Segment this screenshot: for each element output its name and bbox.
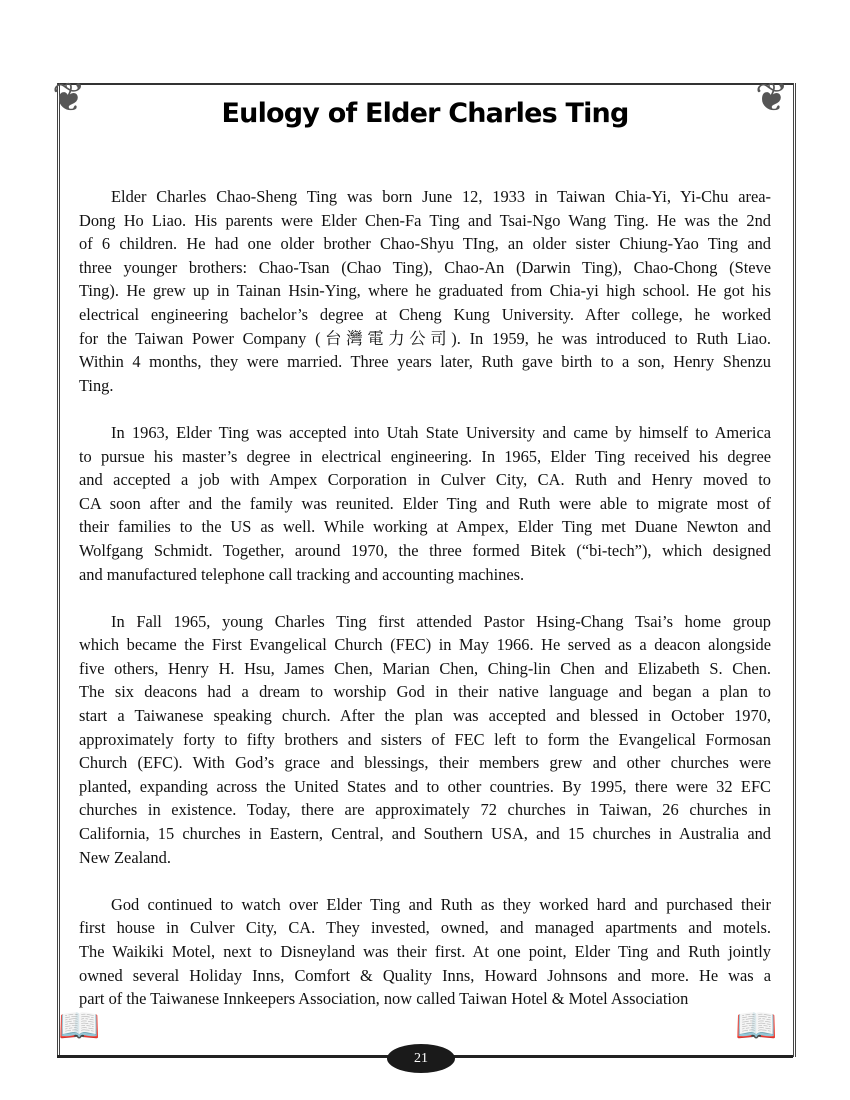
text-line: electrical engineering bachelor’s degree at Cheng Kung University. After college, he worked [79, 304, 771, 324]
text-line: Elder Charles Chao-Sheng Ting was born June 12, 1933 in Taiwan Chia-Yi, Yi-Chu area- [111, 187, 771, 206]
text-line: and accepted a job with Ampex Corporation in Culver City, CA. Ruth and Henry moved to [79, 470, 771, 490]
text-line: first house in Culver City, CA. They invested, owned, and managed apartments and motels. [79, 918, 771, 938]
text-line: for the Taiwan Power Company (台灣電力公司). In 1959, he was introduced to Ruth Liao. [79, 328, 771, 348]
text-line: start a Taiwanese speaking church. After the plan was accepted and blessed in October 1970, [79, 706, 771, 726]
paragraph-gap [79, 586, 771, 610]
text-line: California, 15 churches in Eastern, Central, and Southern USA, and 15 churches in Australia and [79, 824, 771, 844]
text-line: five others, Henry H. Hsu, James Chen, Marian Chen, Ching-lin Chen and Elizabeth S. Chen. [79, 658, 771, 678]
paragraph [79, 421, 771, 586]
text-line: to pursue his master’s degree in electrical engineering. In 1965, Elder Ting received his degree [79, 446, 771, 466]
paragraph [79, 893, 771, 1011]
text-line: Within 4 months, they were married. Three years later, Ruth gave birth to a son, Henry Shenzu [79, 352, 771, 372]
text-line: God continued to watch over Elder Ting and Ruth as they worked hard and purchased their [111, 894, 771, 914]
paragraph-gap [79, 869, 771, 893]
text-line: Church (EFC). With God’s grace and blessings, their members grew and other churches were [79, 753, 771, 773]
text-line: Wolfgang Schmidt. Together, around 1970, the three formed Bitek (“bi-tech”), which designed [79, 540, 771, 560]
text-line: New Zealand. [79, 847, 171, 867]
text-line: In 1963, Elder Ting was accepted into Utah State University and came by himself to America [111, 422, 771, 442]
open-book-icon: 📖 [735, 1008, 778, 1045]
text-line: Ting. [79, 375, 114, 395]
text-line: owned several Holiday Inns, Comfort & Quality Inns, Howard Johnsons and more. He was a [79, 965, 771, 985]
text-line: planted, expanding across the United States and to other countries. By 1995, there were 32 EFC [79, 776, 771, 796]
text-line: three younger brothers: Chao-Tsan (Chao Ting), Chao-An (Darwin Ting), Chao-Chong (Steve [79, 257, 771, 277]
lily-ornament-icon: ❦ [755, 75, 789, 120]
open-book-icon: 📖 [58, 1008, 101, 1045]
text-line: approximately forty to fifty brothers and sisters of FEC left to form the Evangelical Formosan [79, 729, 771, 749]
text-line: their families to the US as well. While working at Ampex, Elder Ting met Duane Newton and [79, 517, 771, 537]
text-line: and manufactured telephone call tracking and accounting machines. [79, 564, 525, 584]
text-line: The Waikiki Motel, next to Disneyland was their first. At one point, Elder Ting and Ruth jointly [79, 942, 771, 961]
document-body [79, 185, 771, 1011]
text-line: CA soon after and the family was reunited. Elder Ting and Ruth were able to migrate most of [79, 493, 771, 513]
text-line: churches in existence. Today, there are approximately 72 churches in Taiwan, 26 churches in [79, 800, 771, 820]
paragraph [79, 185, 771, 397]
text-line: which became the First Evangelical Church (FEC) in May 1966. He served as a deacon alongside [79, 635, 771, 655]
text-line: part of the Taiwanese Innkeepers Association, now called Taiwan Hotel & Motel Association [79, 989, 689, 1009]
text-line: Ting). He grew up in Tainan Hsin-Ying, where he graduated from Chia-yi high school. He got his [79, 281, 771, 301]
text-line: The six deacons had a dream to worship God in their native language and began a plan to [79, 682, 771, 702]
page-number: 21 [387, 1044, 455, 1073]
page-title: Eulogy of Elder Charles Ting [221, 98, 629, 130]
paragraph [79, 610, 771, 870]
text-line: of 6 children. He had one older brother Chao-Shyu TIng, an older sister Chiung-Yao Ting and [79, 234, 771, 254]
lily-ornament-icon: ❦ [52, 75, 86, 120]
text-line: Dong Ho Liao. His parents were Elder Chen-Fa Ting and Tsai-Ngo Wang Ting. He was the 2nd [79, 210, 771, 230]
text-line: In Fall 1965, young Charles Ting first attended Pastor Hsing-Chang Tsai’s home group [111, 611, 771, 631]
paragraph-gap [79, 397, 771, 421]
